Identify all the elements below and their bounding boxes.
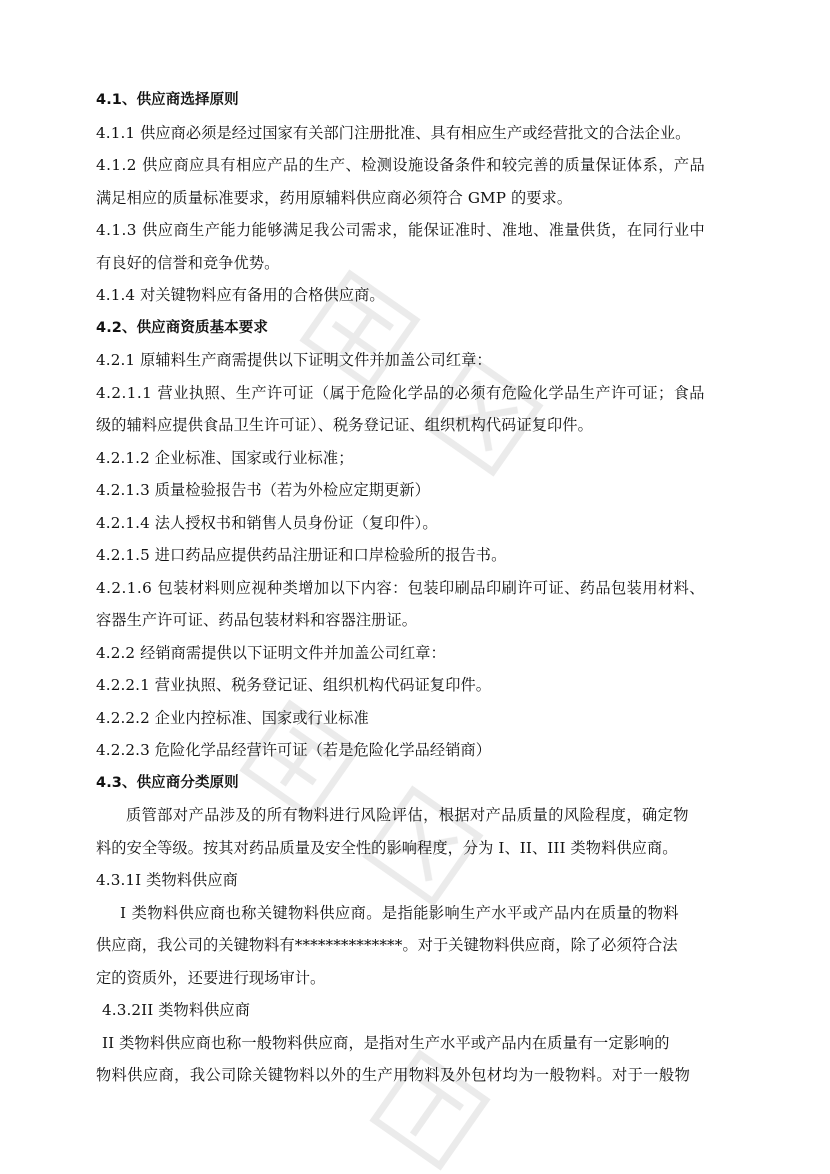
paragraph-line: 满足相应的质量标准要求，药用原辅料供应商必须符合 GMP 的要求。 bbox=[96, 188, 573, 207]
paragraph-line: 4.2.1 原辅料生产商需提供以下证明文件并加盖公司红章： bbox=[96, 351, 492, 369]
paragraph-line: 4.2.2.1 营业执照、税务登记证、组织机构代码证复印件。 bbox=[96, 676, 492, 694]
paragraph-line: 级的辅料应提供食品卫生许可证）、税务登记证、组织机构代码证复印件。 bbox=[96, 416, 593, 434]
paragraph-line: 4.2.1.4 法人授权书和销售人员身份证（复印件）。 bbox=[96, 513, 438, 532]
paragraph-line: 4.1.2 供应商应具有相应产品的生产、检测设施设备条件和较完善的质量保证体系，产品 bbox=[96, 156, 706, 174]
paragraph-line: 有良好的信誉和竞争优势。 bbox=[96, 253, 280, 272]
paragraph-line: 4.2.1.5 进口药品应提供药品注册证和口岸检验所的报告书。 bbox=[96, 546, 507, 564]
paragraph-line: 4.2.2.3 危险化学品经营许可证（若是危险化学品经销商） bbox=[96, 741, 492, 759]
document-body bbox=[96, 84, 736, 1092]
paragraph-line: 4.1.3 供应商生产能力能够满足我公司需求，能保证准时、准地、准量供货，在同行业中 bbox=[96, 221, 706, 239]
paragraph-line: 4.3.2II 类物料供应商 bbox=[102, 1001, 250, 1019]
paragraph-line: 料的安全等级。按其对药品质量及安全性的影响程度，分为 I、II、III 类物料供应商。 bbox=[96, 838, 678, 857]
paragraph-line: 4.2.1.1 营业执照、生产许可证（属于危险化学品的必须有危险化学品生产许可证；食品 bbox=[96, 383, 705, 402]
paragraph-line: 质管部对产品涉及的所有物料进行风险评估，根据对产品质量的风险程度，确定物 bbox=[126, 806, 689, 824]
paragraph-line: 4.2.2 经销商需提供以下证明文件并加盖公司红章： bbox=[96, 643, 446, 662]
paragraph-line: 容器生产许可证、药品包装材料和容器注册证。 bbox=[96, 611, 418, 629]
paragraph-line: 物料供应商，我公司除关键物料以外的生产用物料及外包材均为一般物料。对于一般物 bbox=[96, 1066, 691, 1084]
section-heading: 4.2、供应商资质基本要求 bbox=[96, 319, 268, 336]
paragraph-line: 4.3.1I 类物料供应商 bbox=[96, 871, 238, 889]
paragraph-line: 定的资质外，还要进行现场审计。 bbox=[96, 968, 326, 987]
paragraph-line: II 类物料供应商也称一般物料供应商，是指对生产水平或产品内在质量有一定影响的 bbox=[102, 1033, 670, 1052]
paragraph-line: 4.1.1 供应商必须是经过国家有关部门注册批准、具有相应生产或经营批文的合法企业。 bbox=[96, 123, 691, 142]
section-heading: 4.1、供应商选择原则 bbox=[96, 92, 239, 108]
section-heading: 4.3、供应商分类原则 bbox=[96, 774, 239, 791]
paragraph-line: 供应商，我公司的关键物料有**************。对于关键物料供应商，除了必须符合法 bbox=[96, 936, 678, 954]
paragraph-line: 4.2.2.2 企业内控标准、国家或行业标准 bbox=[96, 708, 369, 727]
paragraph-line: 4.2.1.6 包装材料则应视种类增加以下内容：包装印刷品印刷许可证、药品包装用材料、 bbox=[96, 578, 705, 597]
paragraph-line: I 类物料供应商也称关键物料供应商。是指能影响生产水平或产品内在质量的物料 bbox=[120, 903, 680, 922]
paragraph-line: 4.2.1.2 企业标准、国家或行业标准； bbox=[96, 448, 354, 467]
paragraph-line: 4.1.4 对关键物料应有备用的合格供应商。 bbox=[96, 286, 385, 304]
paragraph-line: 4.2.1.3 质量检验报告书（若为外检应定期更新） bbox=[96, 481, 430, 499]
